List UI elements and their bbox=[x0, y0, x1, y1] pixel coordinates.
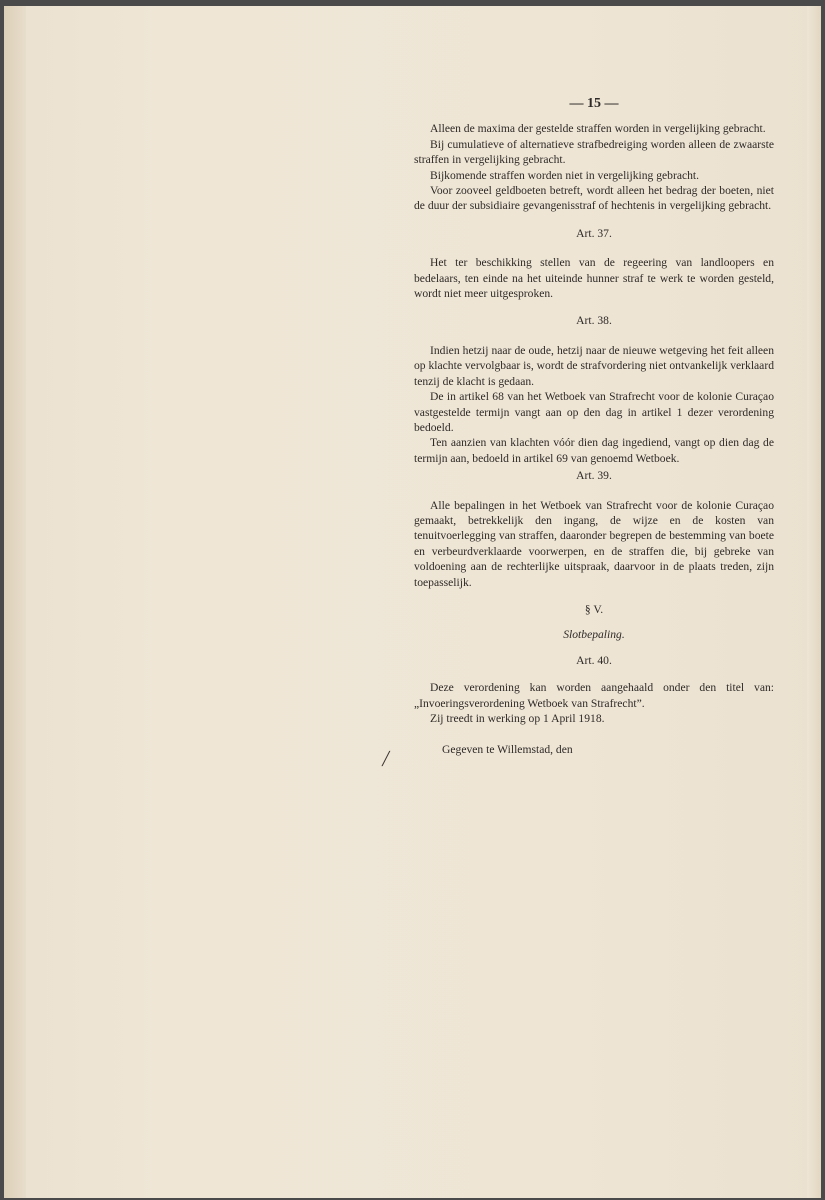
article-40-paragraph-2: Zij treedt in werking op 1 April 1918. bbox=[430, 712, 605, 725]
page-right-edge bbox=[807, 6, 821, 1198]
intro-paragraph-4: Voor zooveel geldboeten betreft, wordt alleen het bedrag der boeten, niet de duur der subsidiaire gevangenisstraf of hechtenis in vergelijking gebracht. bbox=[414, 184, 774, 213]
page-number: — 15 — bbox=[569, 96, 619, 111]
intro-paragraph-1: Alleen de maxima der gestelde straffen worden in vergelijking gebracht. bbox=[430, 122, 766, 136]
article-39-heading: Art. 39. bbox=[576, 469, 612, 483]
article-40-paragraph-1: Deze verordening kan worden aangehaald onder den titel van: „Invoeringsverordening Wetboek van Strafrecht”. bbox=[414, 681, 774, 710]
article-38-paragraph-1: Indien hetzij naar de oude, hetzij naar de nieuwe wetgeving het feit alleen op klachte vervolgbaar is, wordt de strafvordering niet ontvankelijk verklaard tenzij de klacht is gedaan. bbox=[414, 343, 774, 388]
intro-paragraph-3: Bijkomende straffen worden niet in vergelijking gebracht. bbox=[430, 168, 700, 182]
text-column bbox=[414, 96, 774, 758]
article-37-paragraph-1: Het ter beschikking stellen van de regeering van landloopers en bedelaars, ten einde na het uiteinde hunner straf te werk te worden gesteld, wordt niet meer uitgesproken. bbox=[414, 256, 774, 301]
document-page bbox=[4, 6, 821, 1198]
intro-paragraph-2: Bij cumulatieve of alternatieve strafbedreiging worden alleen de zwaarste straffen in vergelijking gebracht. bbox=[414, 137, 774, 167]
article-38-heading: Art. 38. bbox=[576, 314, 612, 328]
article-37-heading: Art. 37. bbox=[576, 226, 612, 240]
page-left-edge bbox=[4, 6, 26, 1198]
closing-given-line: Gegeven te Willemstad, den bbox=[442, 743, 573, 757]
section-5-subheading: Slotbepaling. bbox=[563, 628, 625, 642]
article-38-paragraph-3: Ten aanzien van klachten vóór dien dag ingediend, vangt op dien dag de termijn aan, bedoeld in artikel 69 van genoemd Wetboek. bbox=[414, 436, 774, 465]
pencil-mark: ╱ bbox=[382, 751, 390, 766]
article-38-paragraph-2: De in artikel 68 van het Wetboek van Strafrecht voor de kolonie Curaçao vastgestelde termijn vangt aan op den dag in artikel 1 dezer verordening bedoeld. bbox=[414, 390, 774, 434]
section-5-heading: § V. bbox=[584, 602, 604, 616]
article-39-paragraph-1: Alle bepalingen in het Wetboek van Strafrecht voor de kolonie Curaçao gemaakt, betrekkelijk den ingang, de wijze en de kosten van tenuitvoerlegging van straffen, daaronder begrepen de bestemming van boete en verbeurdverklaarde voorwerpen, en de straffen die, bij gebreke van voldoening aan de rechterlijke uitspraak, daarvoor in de plaats treden, zijn toepasselijk. bbox=[414, 498, 774, 589]
article-40-heading: Art. 40. bbox=[576, 653, 612, 667]
